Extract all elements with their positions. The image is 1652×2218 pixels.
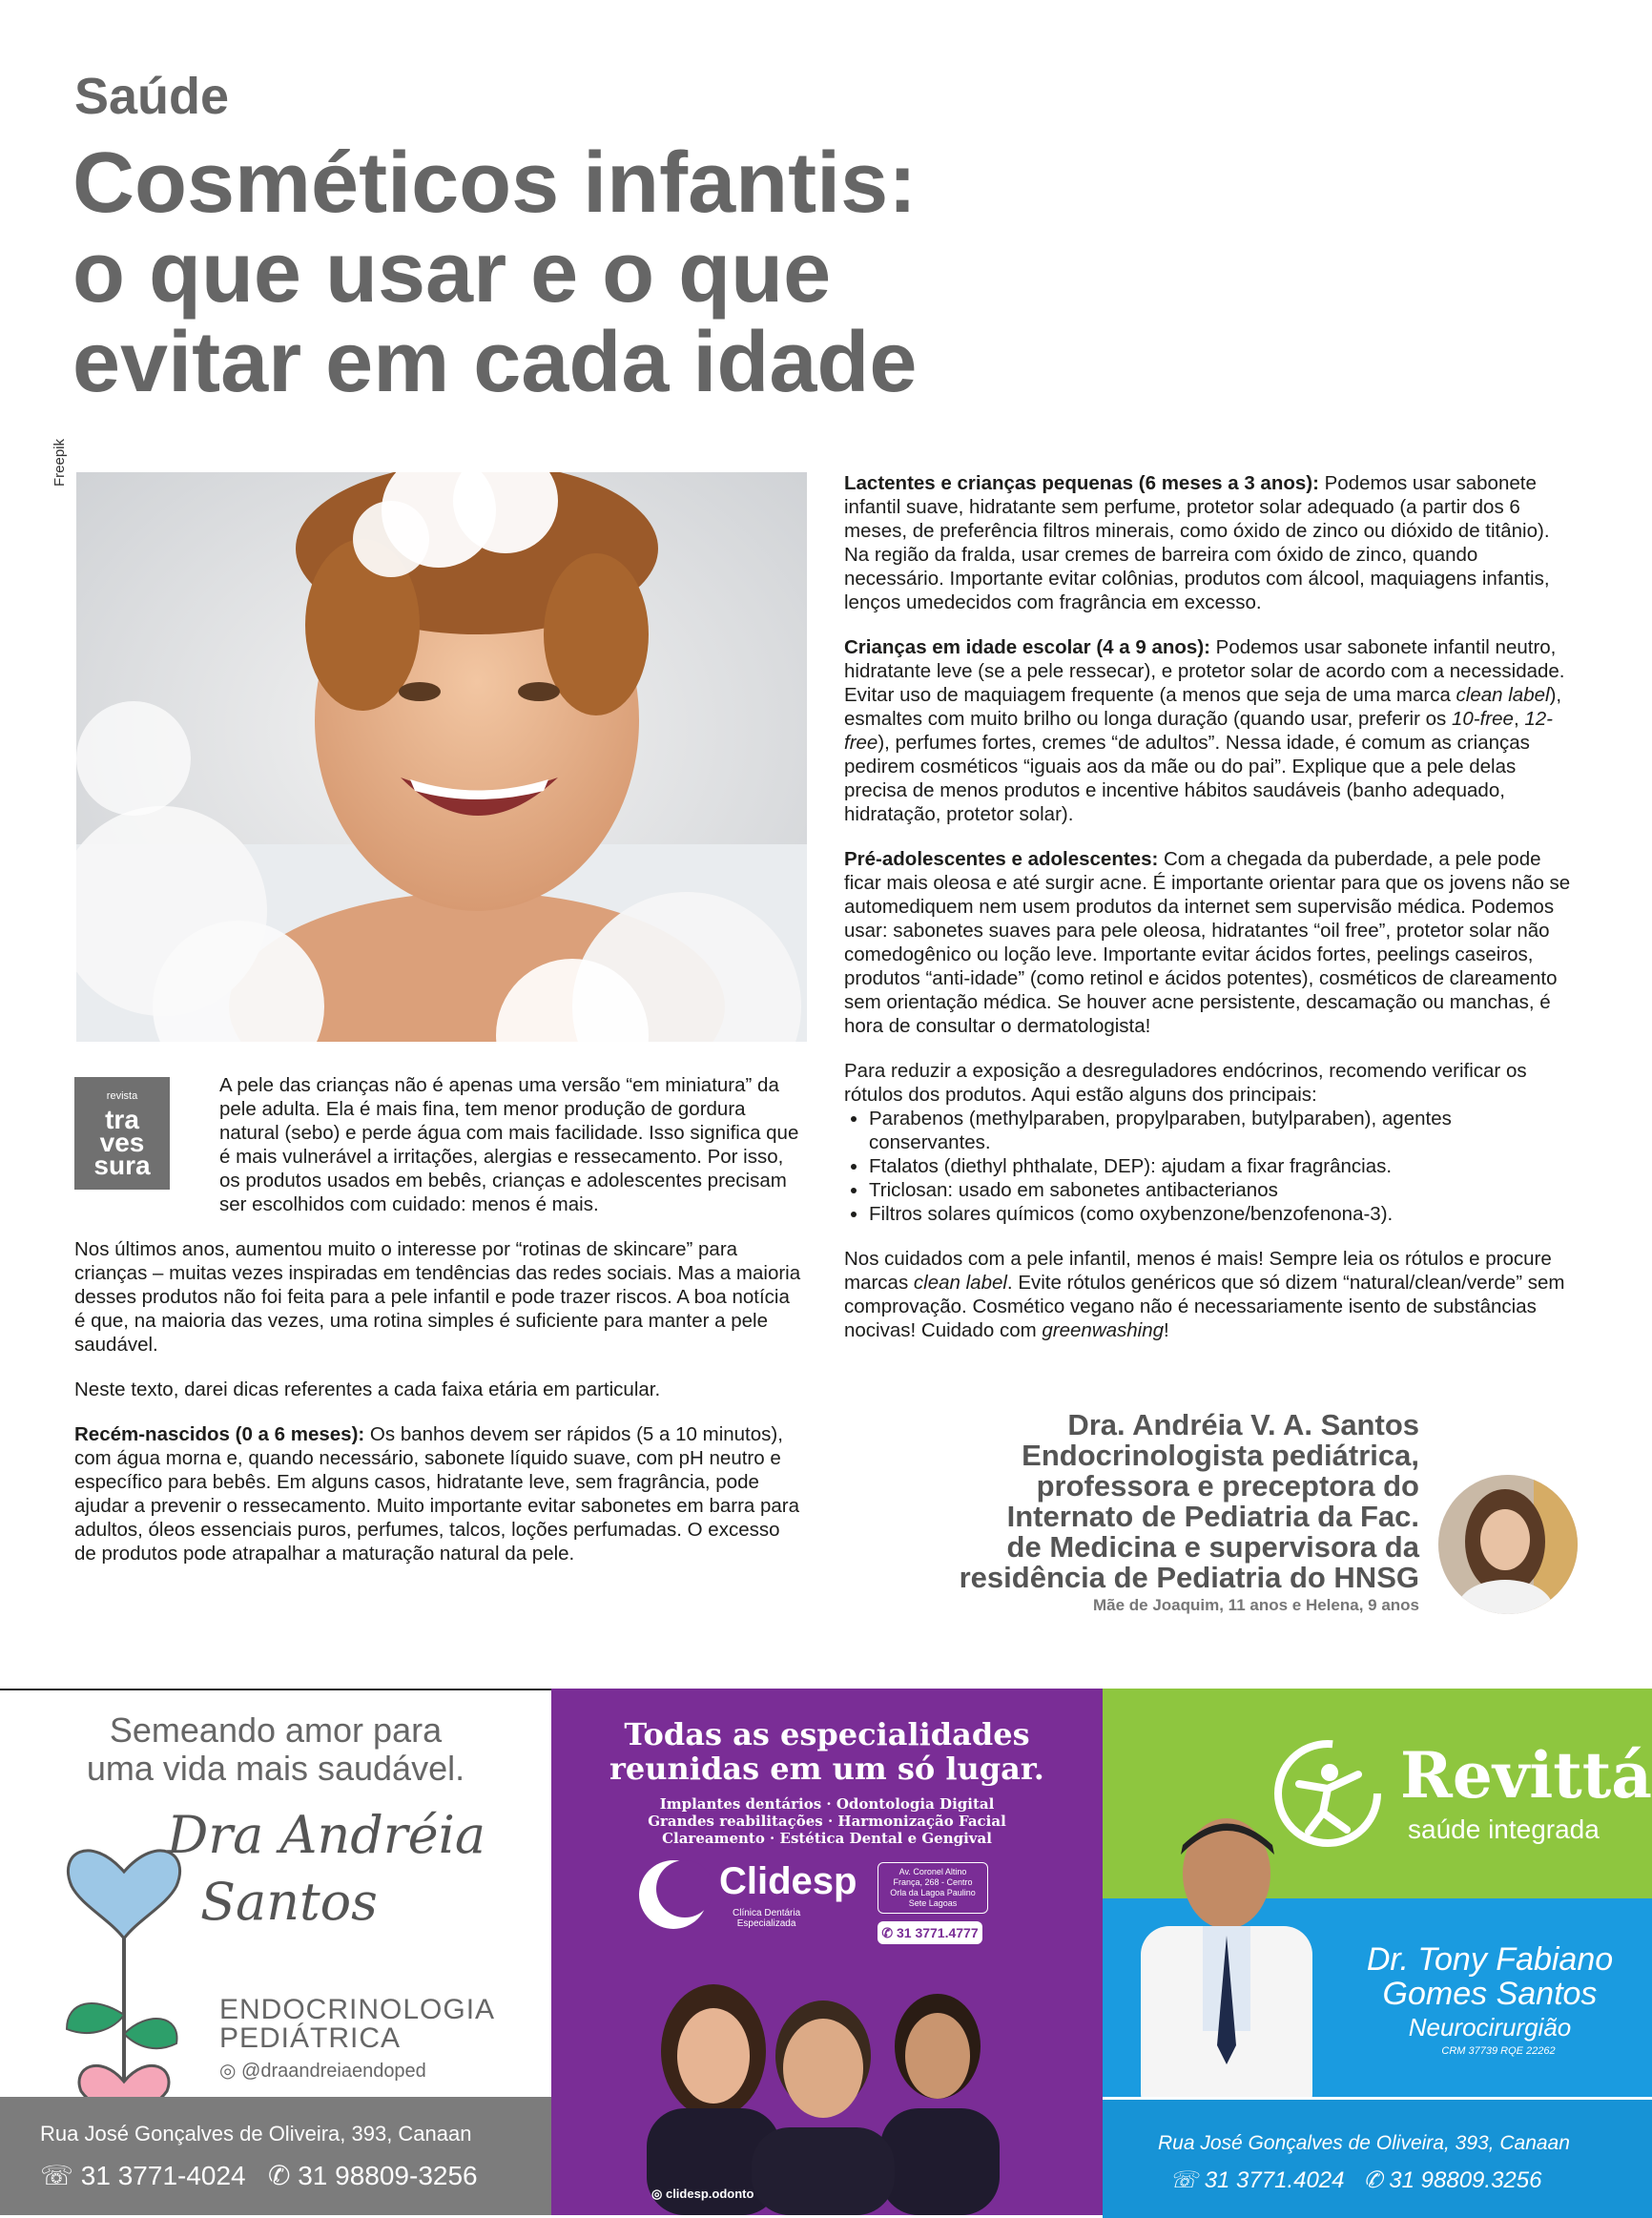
ad1-phones (40, 2160, 478, 2191)
ad1-instagram[interactable] (219, 2059, 426, 2083)
ad2-social[interactable] (651, 2187, 754, 2202)
phone-icon: ☏ (1169, 2167, 1199, 2193)
teens-paragraph (844, 847, 1579, 1038)
ad-clidesp (551, 1689, 1103, 2215)
title-line: Cosméticos infantis: (72, 135, 918, 231)
service-line: Implantes dentários · Odontologia Digital (659, 1795, 995, 1813)
ad3-phones (1169, 2166, 1541, 2194)
whatsapp-icon: ✆ (881, 1925, 894, 1940)
paragraph-label: Crianças em idade escolar (4 a 9 anos): (844, 636, 1210, 658)
address-line: Orla da Lagoa Paulino (890, 1888, 976, 1897)
address-line: Av. Coronel Altino (898, 1867, 967, 1876)
instagram-handle: @draandreiaendoped (241, 2061, 426, 2082)
doctor-name-line: Gomes Santos (1382, 1976, 1598, 2012)
ad1-contact-bar (0, 2097, 551, 2215)
phone-number: 31 3771.4777 (896, 1925, 979, 1940)
social-handle: clidesp.odonto (665, 2187, 754, 2201)
right-column (844, 471, 1579, 1363)
whatsapp-icon: ✆ (1363, 2167, 1383, 2193)
author-avatar (1438, 1475, 1578, 1614)
photo-credit: Freepik (52, 438, 68, 487)
signature-line: Internato de Pediatria da Fac. (1006, 1500, 1419, 1533)
ad1-tagline (0, 1711, 551, 1788)
ad2-services (551, 1795, 1103, 1847)
infants-paragraph (844, 471, 1579, 614)
italic-term: greenwashing (1042, 1319, 1165, 1341)
paragraph-text: Os banhos devem ser rápidos (5 a 10 minutos), com água morna e, quando necessário, sabonete líquido suave, com pH neutro e específico para bebês. Em alguns casos, hidratante leve, sem fragrância, pode ajudar a prevenir o ressecamento. Muito importante evitar sabonetes em barra para adultos, óleos essenciais puros, perfumes, talcos, loções perfumadas. O excesso de produtos pode atrapalhar a maturação natural da pele. (74, 1423, 800, 1565)
logo-small-text: revista (106, 1090, 138, 1102)
signature-line: professora e preceptora do (1036, 1469, 1419, 1503)
paragraph-text: Podemos usar sabonete infantil neutro, hidratante leve (se a pele ressecar), e protetor solar de acordo com a necessidade. Evitar uso de maquiagem frequente (a menos que seja de uma marca (844, 636, 1565, 706)
endocrine-paragraph: Para reduzir a exposição a desreguladores endócrinos, recomendo verificar os rótulos dos produtos. Aqui estão alguns dos principais: (844, 1060, 1527, 1106)
italic-term: clean label (1456, 684, 1550, 706)
list-item: • Triclosan: usado em sabonetes antibacterianos (869, 1178, 1579, 1202)
brand-sub-line: Especializada (736, 1918, 796, 1929)
paragraph-text: , (1513, 708, 1525, 730)
ad2-address (878, 1862, 988, 1914)
service-line: Clareamento · Estética Dental e Gengival (662, 1830, 992, 1847)
phone-number: 31 3771-4024 (80, 2161, 246, 2190)
phone-icon: ☏ (40, 2161, 74, 2190)
signature-line: Endocrinologista pediátrica, (1022, 1439, 1419, 1472)
paragraph-text: Com a chegada da puberdade, a pele pode ficar mais oleosa e até surgir acne. É importante orientar para que os jovens não se automediquem nem usem produtos da internet sem supervisão médica. Podemos usar: sabonetes suaves para pele oleosa, hidratantes “oil free”, protetor solar não comedogênico ou loção leve. Importante evitar ácidos fortes, peelings caseiros, produtos “anti-idade” (como retinol e ácidos potentes), cosméticos de clareamento sem orientação médica. Se houver acne persistente, descamação ou manchas, é hora de consultar o dermatologista! (844, 848, 1571, 1037)
phone-number: 31 3771.4024 (1204, 2167, 1345, 2193)
ad3-doctor-name (1337, 1942, 1642, 2011)
paragraph-text: ), perfumes fortes, cremes “de adultos”. Nessa idade, é comum as crianças pedirem cosméticos “iguais aos da mãe ou do pai”. Explique que a pele delas precisa de menos produtos e incentive hábitos saudáveis (banho adequado, hidratação, protetor solar). (844, 732, 1530, 825)
instagram-icon: ◎ (219, 2061, 237, 2082)
ad3-brand: Revittá (1400, 1738, 1652, 1813)
author-signature (847, 1410, 1419, 1616)
specialty-line: PEDIÁTRICA (219, 2022, 402, 2054)
paragraph-label: Lactentes e crianças pequenas (6 meses a 3 anos): (844, 472, 1319, 494)
paragraph-text: Podemos usar sabonete infantil suave, hidratante sem perfume, protetor solar adequado (a partir dos 6 meses, de preferência filtros minerais, como óxido de zinco ou dióxido de titânio). Na região da fralda, usar cremes de barreira com óxido de zinco, quando necessário. Importante evitar colônias, produtos com álcool, maquiagens infantis, lenços umedecidos com fragrância em excesso. (844, 472, 1550, 613)
body-paragraph: Nos últimos anos, aumentou muito o interesse por “rotinas de skincare” para crianças – muitas vezes inspiradas em tendências das redes sociais. Mas a maioria desses produtos não foi feita para a pele infantil e pode trazer riscos. A boa notícia é que, na maioria das vezes, uma rotina simples é suficiente para manter a pele saudável. (74, 1238, 801, 1356)
list-item: • Ftalatos (diethyl phthalate, DEP): ajudam a fixar fragrâncias. (869, 1154, 1579, 1178)
whatsapp-number: 31 98809-3256 (298, 2161, 478, 2190)
list-item: • Parabenos (methylparaben, propylparaben, butylparaben), agentes conservantes. (869, 1107, 1579, 1154)
closing-paragraph (844, 1247, 1579, 1342)
clidesp-logo-icon (635, 1856, 712, 1933)
headline-line: Todas as especialidades (624, 1716, 1030, 1752)
ad1-specialty (219, 1996, 495, 2053)
doctor-photo (1122, 1807, 1332, 2122)
endocrine-list (844, 1107, 1579, 1226)
logo-line: sura (93, 1150, 151, 1180)
paragraph-label: Pré-adolescentes e adolescentes: (844, 848, 1159, 870)
ad2-brand-sub (733, 1908, 800, 1929)
italic-term: 10-free (1451, 708, 1514, 730)
paragraph-text: ! (1164, 1319, 1169, 1341)
tagline-line: Semeando amor para (109, 1710, 443, 1750)
dentists-photo (609, 1965, 1047, 2215)
ad2-brand: Clidesp (719, 1860, 857, 1902)
title-line: o que usar e o que (72, 225, 832, 321)
ad1-address: Rua José Gonçalves de Oliveira, 393, Canaan (40, 2122, 472, 2145)
address-line: Sete Lagoas (908, 1898, 958, 1908)
logo-line: tra (105, 1105, 139, 1134)
doctor-name-line: Dr. Tony Fabiano (1366, 1941, 1614, 1978)
ad3-specialty: Neurocirurgião (1408, 2013, 1572, 2042)
whatsapp-icon: ✆ (267, 2161, 291, 2190)
signature-note: Mãe de Joaquim, 11 anos e Helena, 9 anos (1092, 1596, 1419, 1614)
title-line: evitar em cada idade (72, 315, 918, 410)
travessura-logo (74, 1077, 170, 1190)
service-line: Grandes reabilitações · Harmonização Facial (648, 1813, 1006, 1830)
instagram-icon: ◎ (651, 2187, 663, 2201)
tagline-line: uma vida mais saudável. (86, 1749, 465, 1788)
ad1-script-name2: Santos (200, 1872, 378, 1932)
article-title (72, 135, 1122, 410)
body-paragraph: Neste texto, darei dicas referentes a cada faixa etária em particular. (74, 1378, 661, 1400)
ad3-contact-bar (1103, 2097, 1652, 2218)
paragraph-label: Recém-nascidos (0 a 6 meses): (74, 1423, 365, 1445)
ad1-script-name1: Dra Andréia (167, 1805, 486, 1865)
section-label: Saúde (74, 68, 230, 125)
specialty-line: ENDOCRINOLOGIA (219, 1994, 496, 2025)
child-bath-photo (76, 472, 807, 1042)
ad3-address: Rua José Gonçalves de Oliveira, 393, Canaan (1158, 2132, 1570, 2154)
newborn-paragraph (74, 1422, 805, 1565)
left-column (74, 1073, 805, 1586)
paragraph-text: Nos cuidados com a pele infantil, menos é mais! Sempre leia os rótulos e procure marcas (844, 1248, 1552, 1294)
paragraph-text: ), esmaltes com muito brilho ou longa duração (quando usar, preferir os (844, 684, 1562, 730)
intro-paragraph: A pele das crianças não é apenas uma versão “em miniatura” da pele adulta. Ela é mais fina, tem menor produção de gordura natural (sebo) e perde água com mais facilidade. Isso significa que é mais vulnerável a irritações, alergias e ressecamento. Por isso, os produtos usados em bebês, crianças e adolescentes precisam ser escolhidos com cuidado: menos é mais. (219, 1074, 799, 1215)
brand-sub-line: Clínica Dentária (733, 1908, 801, 1918)
list-item: • Filtros solares químicos (como oxybenzone/benzofenona-3). (869, 1202, 1579, 1226)
headline-line: reunidas em um só lugar. (609, 1751, 1044, 1787)
address-line: França, 268 - Centro (893, 1877, 973, 1887)
italic-term: 12-free (844, 708, 1553, 754)
signature-line: de Medicina e supervisora da (1006, 1530, 1419, 1564)
logo-line: ves (99, 1128, 145, 1157)
paragraph-text: . Evite rótulos genéricos que só dizem “natural/clean/verde” sem comprovação. Cosmético vegano não é necessariamente isento de substâncias nocivas! Cuidado com (844, 1272, 1565, 1341)
ad3-crm: CRM 37739 RQE 22262 (1441, 2045, 1556, 2057)
whatsapp-number: 31 98809.3256 (1389, 2167, 1542, 2193)
signature-line: residência de Pediatria do HNSG (959, 1561, 1419, 1594)
italic-term: clean label (913, 1272, 1007, 1294)
ad3-brand-sub: saúde integrada (1408, 1814, 1600, 1844)
ad2-phone[interactable] (878, 1921, 982, 1944)
ad2-headline (551, 1717, 1103, 1786)
school-age-paragraph (844, 635, 1579, 826)
signature-line: Dra. Andréia V. A. Santos (1067, 1408, 1419, 1441)
